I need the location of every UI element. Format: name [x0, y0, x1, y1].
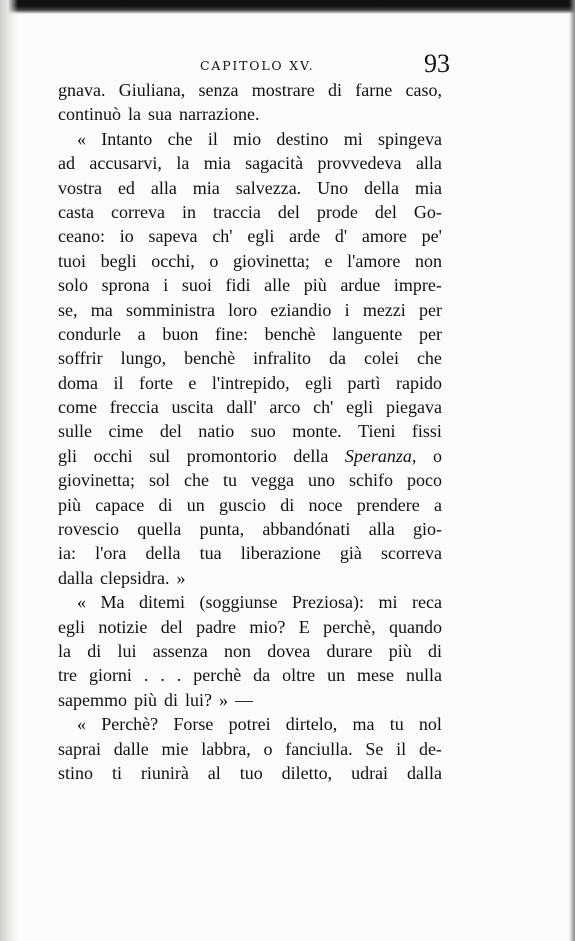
page-right-edge-shadow	[569, 0, 575, 941]
text-line: « Ma ditemi (soggiunse Preziosa): mi reca	[77, 592, 442, 613]
text-line: come freccia uscita dall' arco ch' egli piegava	[58, 397, 442, 418]
chapter-heading: CAPITOLO XV.	[200, 58, 315, 73]
text-line: casta correva in traccia del prode del Go-	[58, 201, 442, 222]
text-line: tuoi begli occhi, o giovinetta; e l'amore non	[58, 250, 442, 271]
text-line: egli notizie del padre mio? E perchè, quando	[58, 616, 442, 637]
text-line: continuò la sua narrazione.	[58, 104, 260, 125]
text-line: rovescio quella punta, abbandónati alla gio-	[58, 519, 442, 540]
text-line: la di lui assenza non dovea durare più di	[58, 640, 442, 661]
text-line: « Perchè? Forse potrei dirtelo, ma tu nol	[77, 714, 442, 735]
text-line: giovinetta; sol che tu vegga uno schifo poco	[58, 470, 442, 491]
page-top-edge-shadow	[0, 0, 575, 14]
text-line: sapemmo più di lui? » —	[58, 689, 254, 710]
text-line: più capace di un guscio di noce prendere a	[58, 494, 442, 515]
page-number: 93	[424, 49, 450, 78]
running-head	[60, 49, 450, 79]
text-line: dalla clepsidra. »	[58, 567, 186, 588]
text-line: stino ti riunirà al tuo diletto, udrai dalla	[58, 762, 442, 783]
text-line: doma il forte e l'intrepido, egli partì rapido	[58, 372, 442, 393]
text-line: ad accusarvi, la mia sagacità provvedeva alla	[58, 153, 442, 174]
body-text	[58, 78, 442, 785]
text-line: sulle cime del natio suo monte. Tieni fissi	[58, 421, 442, 442]
text-line: gnava. Giuliana, senza mostrare di farne caso,	[58, 80, 442, 100]
text-line: ceano: io sapeva ch' egli arde d' amore pe'	[58, 226, 442, 247]
text-line: vostra ed alla mia salvezza. Uno della mia	[58, 177, 442, 198]
text-line: solo sprona i suoi fidi alle più ardue impre-	[58, 275, 442, 296]
text-line: se, ma somministra loro eziandio i mezzi per	[58, 299, 442, 320]
text-line: ia: l'ora della tua liberazione già scorreva	[58, 543, 442, 564]
text-line: condurle a buon fine: benchè languente per	[58, 323, 442, 344]
page-binding-shadow	[0, 0, 18, 941]
text-line: gli occhi sul promontorio della Speranza, o	[58, 445, 442, 466]
text-line: soffrir lungo, benchè infralito da colei che	[58, 348, 442, 369]
text-line: « Intanto che il mio destino mi spingeva	[77, 128, 442, 149]
text-line: tre giorni . . . perchè da oltre un mese nulla	[58, 665, 442, 686]
text-line: saprai dalle mie labbra, o fanciulla. Se il de-	[58, 738, 442, 759]
